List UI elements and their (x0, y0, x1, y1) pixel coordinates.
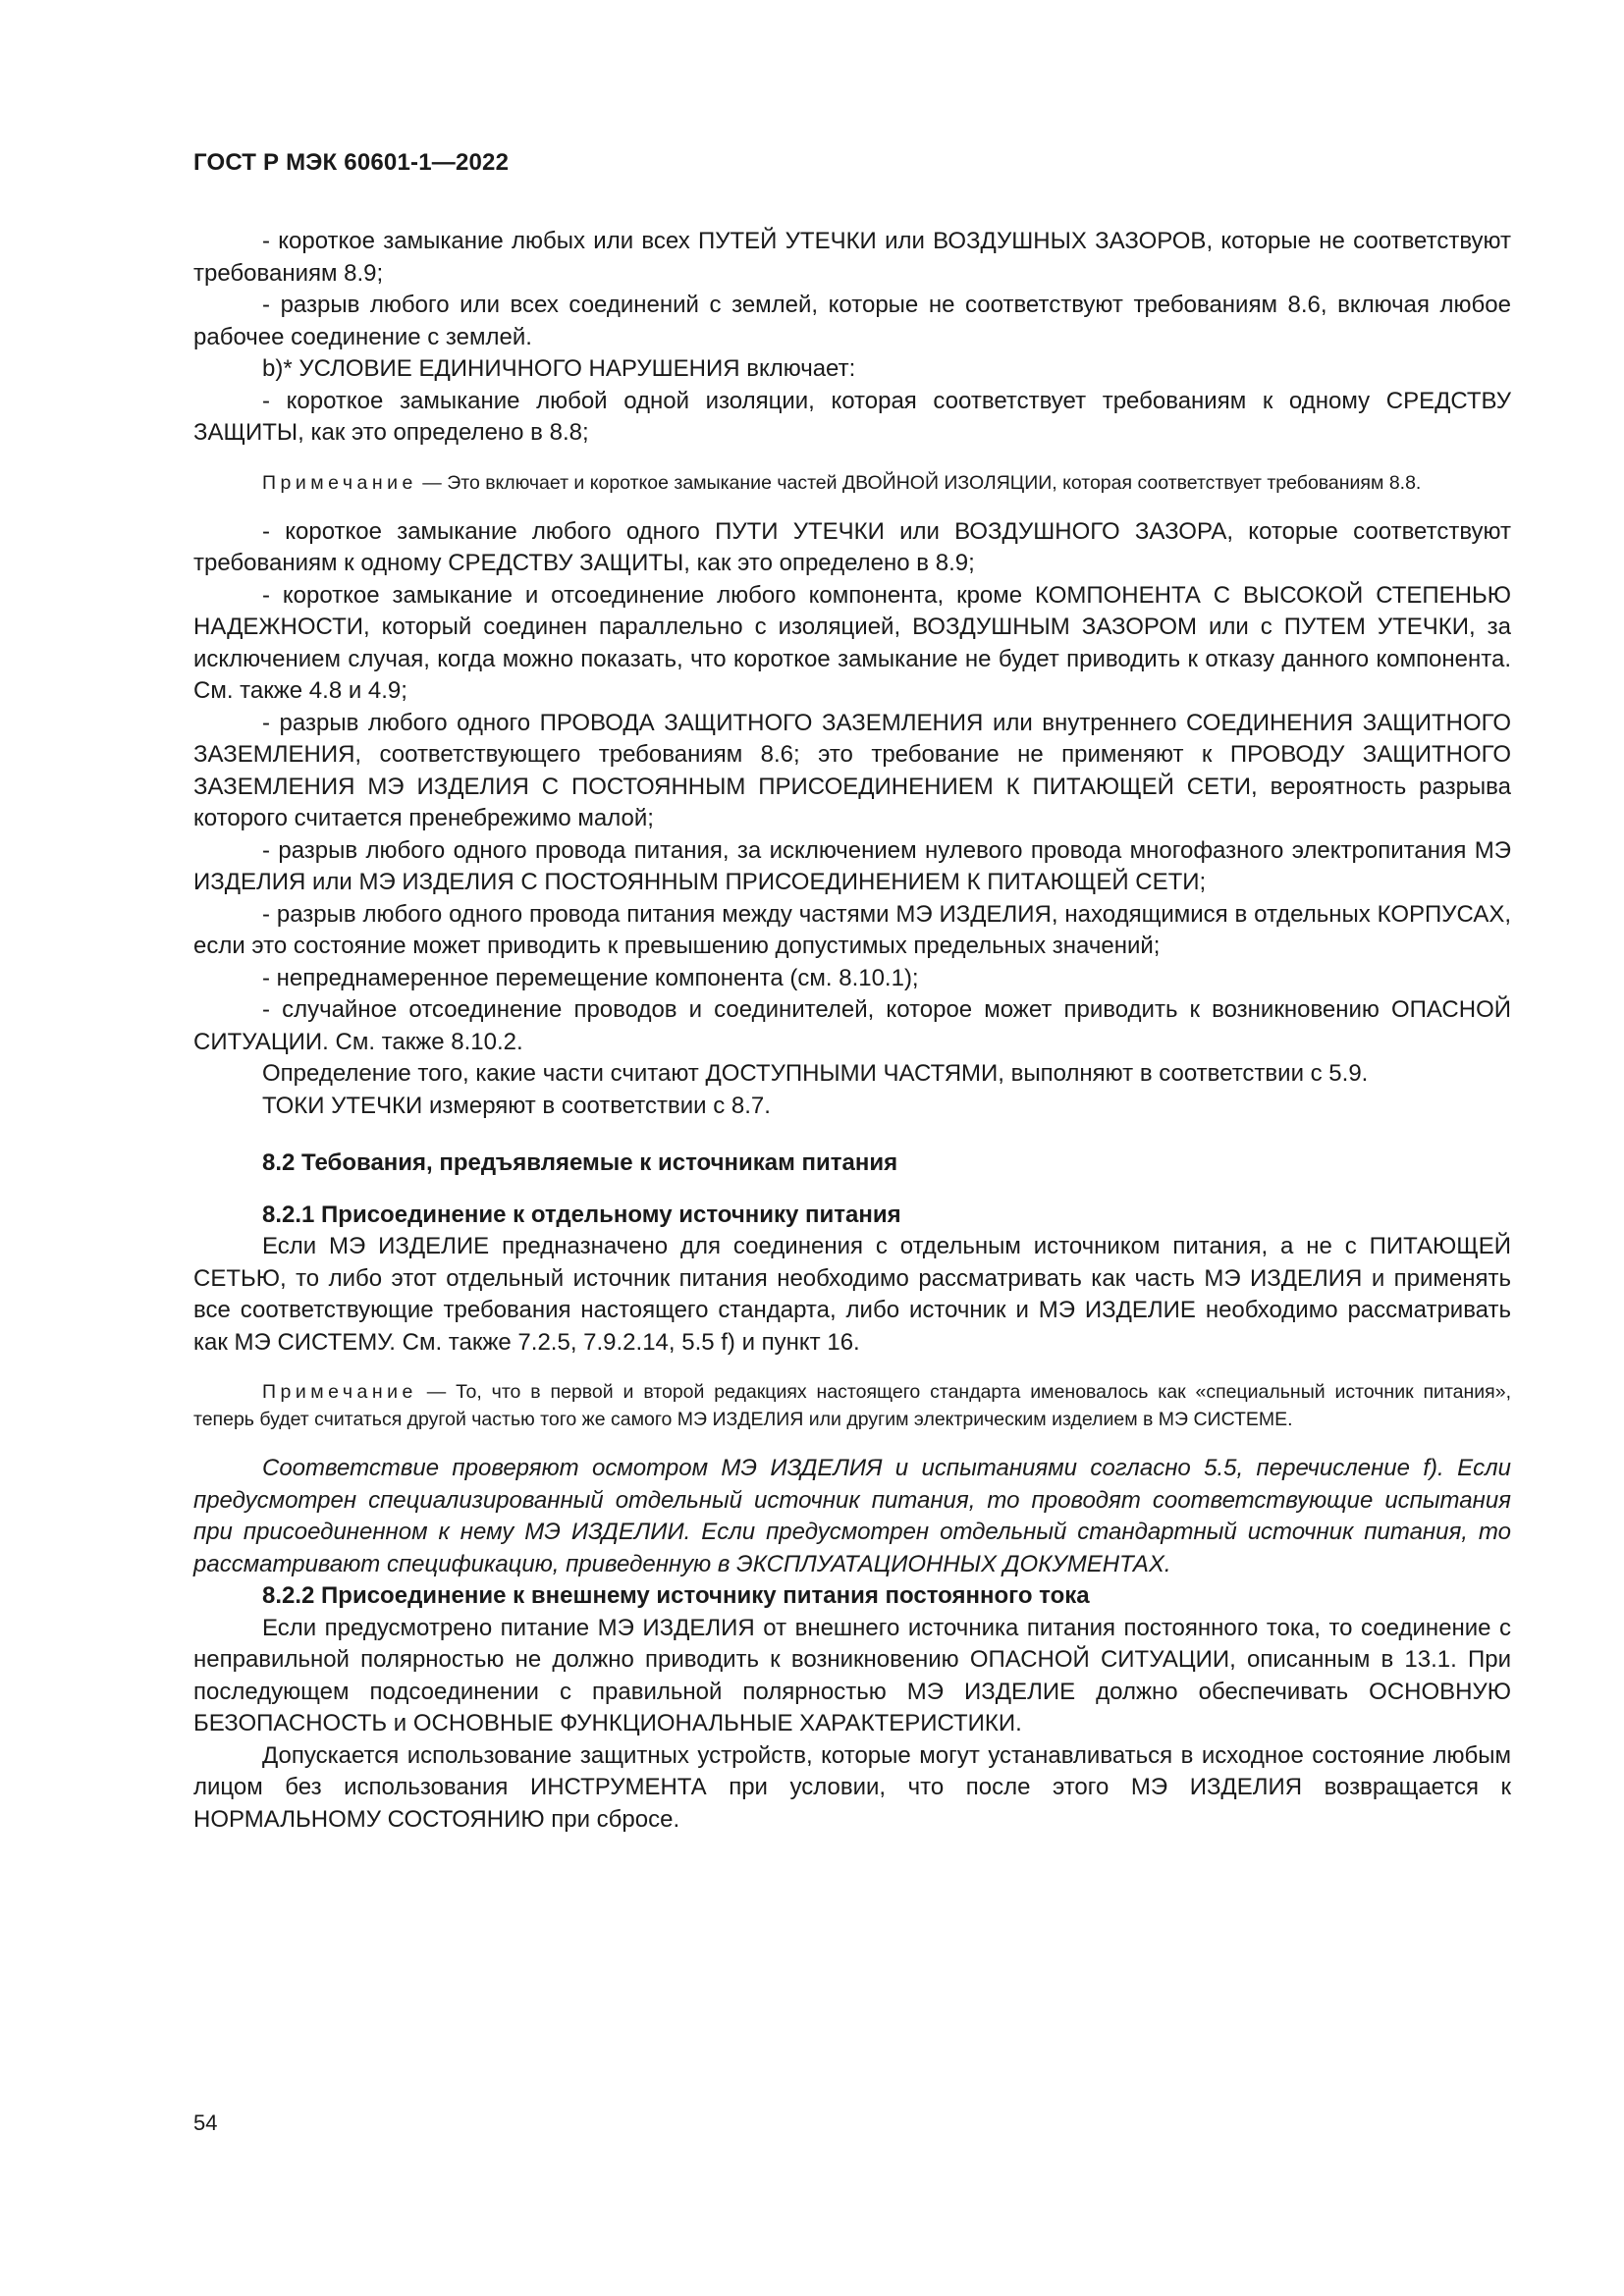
paragraph: ТОКИ УТЕЧКИ измеряют в соответствии с 8.7. (262, 1092, 771, 1119)
note-label: Примечание (262, 1381, 417, 1403)
paragraph: - разрыв любого одного ПРОВОДА ЗАЩИТНОГО ЗАЗЕМЛЕНИЯ или внутреннего СОЕДИНЕНИЯ ЗАЩИТНОГО ЗАЗЕМЛЕНИЯ, соответствующего требованиям 8.6; это требование не применяют к ПРОВОДУ ЗАЩИТНОГО ЗАЗЕМЛЕНИЯ МЭ ИЗДЕЛИЯ С ПОСТОЯННЫМ ПРИСОЕДИНЕНИЕМ К ПИТАЮЩЕЙ СЕТИ, вероятность разрыва которого считается пренебрежимо малой; (193, 709, 1511, 831)
paragraph: Если предусмотрено питание МЭ ИЗДЕЛИЯ от внешнего источника питания постоянного тока, то соединение с неправильной полярностью не должно приводить к возникновению ОПАСНОЙ СИТУАЦИИ, описанным в 13.1. При последующем подсоединении с правильной полярностью МЭ ИЗДЕЛИЕ должно обеспечивать ОСНОВНУЮ БЕЗОПАСНОСТЬ и ОСНОВНЫЕ ФУНКЦИОНАЛЬНЫЕ ХАРАКТЕРИСТИКИ. (193, 1614, 1511, 1736)
paragraph: - разрыв любого одного провода питания между частями МЭ ИЗДЕЛИЯ, находящимися в отдельных КОРПУСАХ, если это состояние может приводить к превышению допустимых предельных значений; (193, 900, 1511, 959)
paragraph: - короткое замыкание любой одной изоляции, которая соответствует требованиям к одному СРЕДСТВУ ЗАЩИТЫ, как это определено в 8.8; (193, 387, 1511, 446)
paragraph: - непреднамеренное перемещение компонента (см. 8.10.1); (262, 964, 919, 991)
page-number: 54 (193, 2110, 218, 2135)
section-heading-8-2-2: 8.2.2 Присоединение к внешнему источнику питания постоянного тока (262, 1582, 1090, 1609)
paragraph: b)* УСЛОВИЕ ЕДИНИЧНОГО НАРУШЕНИЯ включает: (262, 355, 856, 382)
note (193, 469, 1511, 497)
paragraph: - короткое замыкание любых или всех ПУТЕЙ УТЕЧКИ или ВОЗДУШНЫХ ЗАЗОРОВ, которые не соответствуют требованиям 8.9; (193, 228, 1511, 287)
paragraph: - разрыв любого или всех соединений с землей, которые не соответствуют требованиям 8.6, включая любое рабочее соединение с землей. (193, 292, 1511, 350)
note-text: — То, что в первой и второй редакциях настоящего стандарта именовалось как «специальный источник питания», теперь будет считаться другой частью того же самого МЭ ИЗДЕЛИЯ или другим электрическим изделием в МЭ СИСТЕМЕ. (193, 1381, 1511, 1430)
section-heading-8-2-1: 8.2.1 Присоединение к отдельному источнику питания (262, 1201, 901, 1228)
paragraph: - короткое замыкание любого одного ПУТИ УТЕЧКИ или ВОЗДУШНОГО ЗАЗОРА, которые соответствуют требованиям к одному СРЕДСТВУ ЗАЩИТЫ, как это определено в 8.9; (193, 517, 1511, 576)
note-text: — Это включает и короткое замыкание частей ДВОЙНОЙ ИЗОЛЯЦИИ, которая соответствует требованиям 8.8. (416, 471, 1422, 494)
section-heading-8-2: 8.2 Тебования, предъявляемые к источникам питания (262, 1149, 898, 1176)
compliance-paragraph: Соответствие проверяют осмотром МЭ ИЗДЕЛИЯ и испытаниями согласно 5.5, перечисление f). Если предусмотрен специализированный отдельный источник питания, то проводят соответствующие испытания при присоединенном к нему МЭ ИЗДЕЛИИ. Если предусмотрен отдельный стандартный источник питания, то рассматривают спецификацию, приведенную в ЭКСПЛУАТАЦИОННЫХ ДОКУМЕНТАХ. (193, 1455, 1511, 1577)
paragraph: - разрыв любого одного провода питания, за исключением нулевого провода многофазного электропитания МЭ ИЗДЕЛИЯ или МЭ ИЗДЕЛИЯ С ПОСТОЯННЫМ ПРИСОЕДИНЕНИЕМ К ПИТАЮЩЕЙ СЕТИ; (193, 836, 1511, 895)
paragraph: Если МЭ ИЗДЕЛИЕ предназначено для соединения с отдельным источником питания, а не с ПИТАЮЩЕЙ СЕТЬЮ, то либо этот отдельный источник питания необходимо рассматривать как часть МЭ ИЗДЕЛИЯ и применять все соответствующие требования настоящего стандарта, либо источник и МЭ ИЗДЕЛИЕ необходимо рассматривать как МЭ СИСТЕМУ. См. также 7.2.5, 7.9.2.14, 5.5 f) и пункт 16. (193, 1233, 1511, 1356)
document-body (193, 226, 1511, 1836)
paragraph: - случайное отсоединение проводов и соединителей, которое может приводить к возникновению ОПАСНОЙ СИТУАЦИИ. См. также 8.10.2. (193, 996, 1511, 1055)
note-label: Примечание (262, 471, 417, 494)
paragraph: - короткое замыкание и отсоединение любого компонента, кроме КОМПОНЕНТА С ВЫСОКОЙ СТЕПЕНЬЮ НАДЕЖНОСТИ, который соединен параллельно с изоляцией, ВОЗДУШНЫМ ЗАЗОРОМ или с ПУТЕМ УТЕЧКИ, за исключением случая, когда можно показать, что короткое замыкание не будет приводить к отказу данного компонента. См. также 4.8 и 4.9; (193, 581, 1511, 704)
paragraph: Определение того, какие части считают ДОСТУПНЫМИ ЧАСТЯМИ, выполняют в соответствии с 5.9. (262, 1060, 1369, 1087)
note (193, 1378, 1511, 1433)
document-header-title: ГОСТ Р МЭК 60601-1—2022 (193, 149, 510, 176)
paragraph: Допускается использование защитных устройств, которые могут устанавливаться в исходное состояние любым лицом без использования ИНСТРУМЕНТА при условии, что после этого МЭ ИЗДЕЛИЯ возвращается к НОРМАЛЬНОМУ СОСТОЯНИЮ при сбросе. (193, 1741, 1511, 1833)
